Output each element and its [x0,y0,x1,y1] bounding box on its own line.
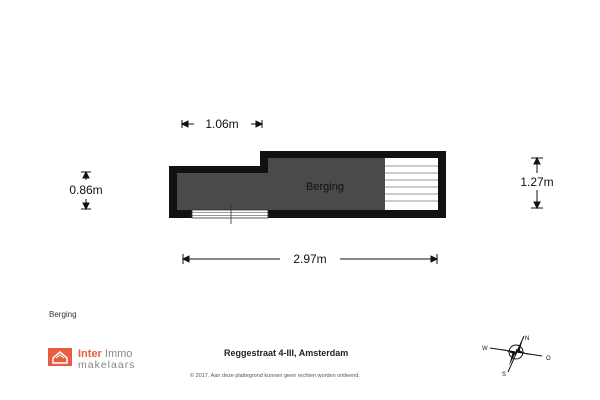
compass-n: N [525,336,530,342]
dimension-bottom-label: 2.97m [293,252,327,266]
room-label: Berging [306,181,344,193]
dimension-right-label: 1.27m [520,175,554,189]
house-logo-icon [48,348,72,366]
dimension-top-label: 1.06m [205,117,239,131]
brand-name-line2: makelaars [78,359,136,371]
brand-name-bold: Inter [78,348,102,360]
floor-label: Berging [49,310,77,319]
compass-s: S [502,372,507,378]
dimension-left-label: 0.86m [69,183,103,197]
brand-name-light: Immo [104,348,133,360]
brand-logo [48,346,178,370]
stairs [385,158,438,210]
compass-w: W [482,346,488,352]
compass-o: O [546,356,551,362]
copyright-notice: © 2017. Aan deze plattegrond kunnen geen rechten worden ontleend. [190,373,360,379]
property-address: Reggestraat 4-III, Amsterdam [224,348,349,358]
compass-icon [478,330,558,380]
